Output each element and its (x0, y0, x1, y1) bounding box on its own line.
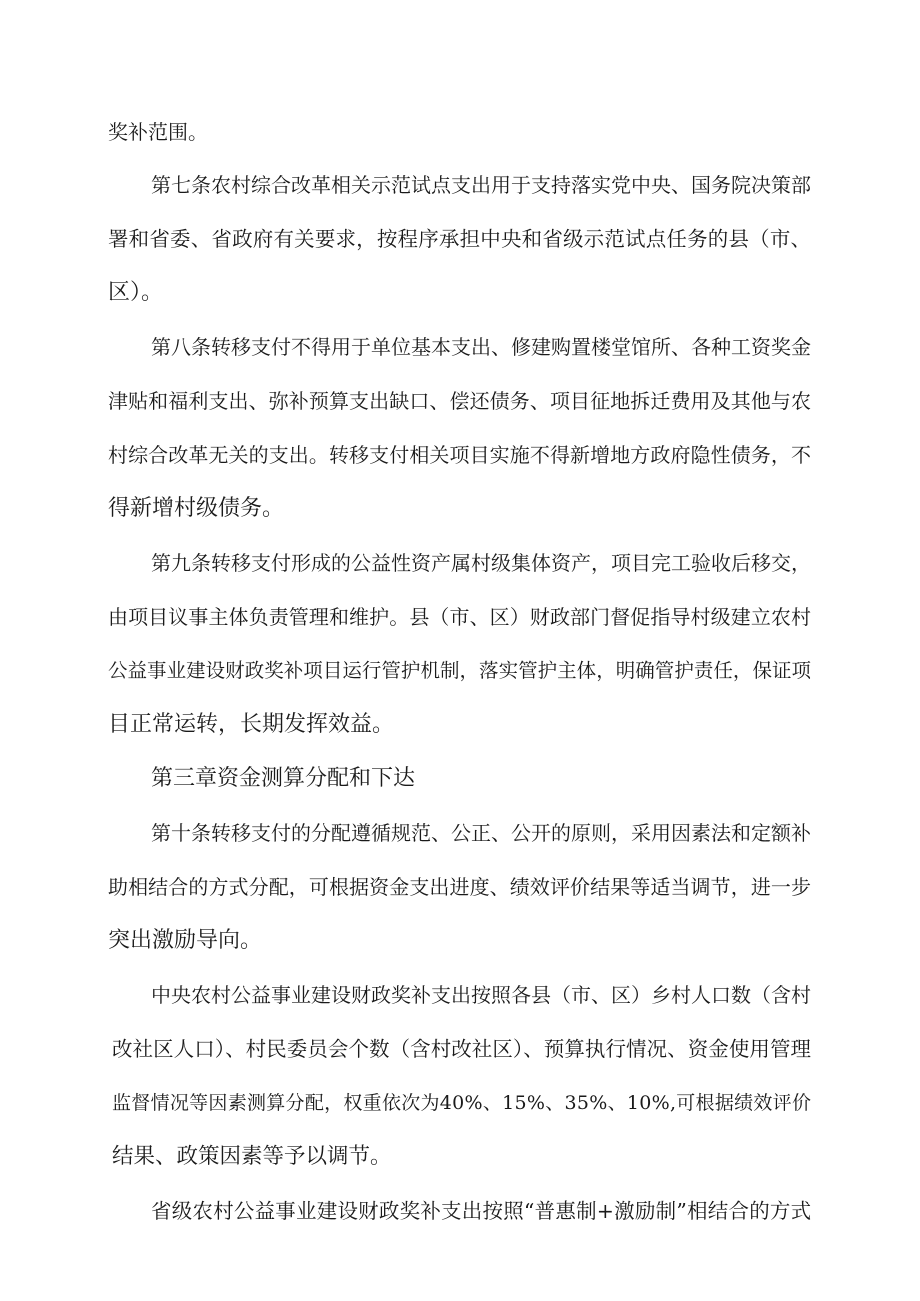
text-line: 第七条农村综合改革相关示范试点支出用于支持落实党中央、国务院决策部 (151, 173, 811, 197)
text-line: 由项目议事主体负责管理和维护。县（市、区）财政部门督促指导村级建立农村 (108, 605, 811, 629)
text-line: 助相结合的方式分配，可根据资金支出进度、绩效评价结果等适当调节，进一步 (108, 875, 811, 899)
text-line: 奖补范围。 (108, 120, 208, 144)
text-line: 改社区人口）、村民委员会个数（含村改社区）、预算执行情况、资金使用管理 (112, 1037, 811, 1061)
text-line: 第九条转移支付形成的公益性资产属村级集体资产，项目完工验收后移交， (151, 551, 811, 575)
text-line: 突出激励导向。 (108, 928, 263, 953)
chapter-heading: 第三章资金测算分配和下达 (151, 766, 416, 791)
text-line: 公益事业建设财政奖补项目运行管护机制，落实管护主体，明确管护责任，保证项 (108, 659, 811, 682)
text-line: 第八条转移支付不得用于单位基本支出、修建购置楼堂馆所、各种工资奖金 (151, 335, 811, 359)
text-line: 省级农村公益事业建设财政奖补支出按照“普惠制+激励制”相结合的方式 (151, 1199, 811, 1223)
text-line: 得新增村级债务。 (108, 496, 285, 521)
text-line: 村综合改革无关的支出。转移支付相关项目实施不得新增地方政府隐性债务，不 (108, 443, 811, 467)
text-line: 中央农村公益事业建设财政奖补支出按照各县（市、区）乡村人口数（含村 (151, 983, 811, 1007)
text-line: 津贴和福利支出、弥补预算支出缺口、偿还债务、项目征地拆迁费用及其他与农 (108, 389, 811, 413)
text-line: 署和省委、省政府有关要求，按程序承担中央和省级示范试点任务的县（市、 (108, 227, 811, 251)
text-line: 区）。 (108, 280, 164, 305)
text-line: 目正常运转，长期发挥效益。 (108, 712, 395, 737)
text-line: 监督情况等因素测算分配，权重依次为40%、15%、35%、10%,可根据绩效评价 (112, 1092, 811, 1114)
text-line: 第十条转移支付的分配遵循规范、公正、公开的原则，采用因素法和定额补 (151, 821, 811, 845)
text-line: 结果、政策因素等予以调节。 (112, 1144, 392, 1169)
